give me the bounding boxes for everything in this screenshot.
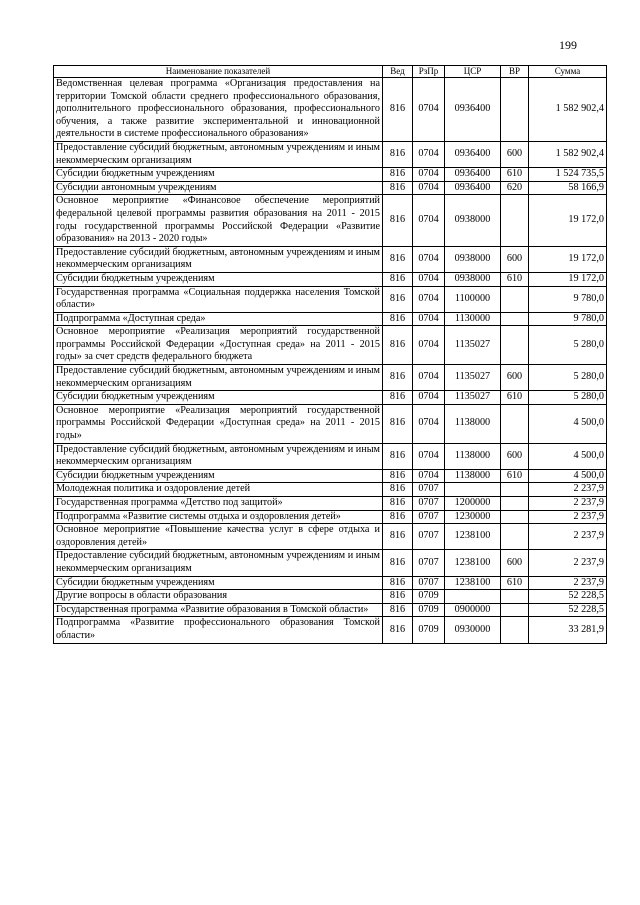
cell-rzpr: 0704 <box>413 272 445 286</box>
cell-csr: 1135027 <box>445 391 501 405</box>
page-number: 199 <box>559 38 577 52</box>
cell-sum: 2 237,9 <box>529 524 607 550</box>
cell-ved: 816 <box>383 443 413 469</box>
cell-name: Предоставление субсидий бюджетным, автономным учреждениям и иным некоммерческим организациям <box>54 550 383 576</box>
cell-vr <box>501 497 529 511</box>
cell-name: Основное мероприятие «Финансовое обеспечение мероприятий федеральной целевой программы развития образования на 2011 - 2015 годы государственной программы Российской Федерации «Развитие образования» на 2013 - 2020 годы» <box>54 195 383 246</box>
cell-csr <box>445 483 501 497</box>
cell-ved: 816 <box>383 617 413 643</box>
cell-ved: 816 <box>383 78 413 142</box>
budget-table <box>53 65 607 644</box>
table-row <box>54 576 607 590</box>
cell-csr: 1230000 <box>445 510 501 524</box>
cell-csr: 0936400 <box>445 78 501 142</box>
cell-ved: 816 <box>383 195 413 246</box>
cell-name: Субсидии бюджетным учреждениям <box>54 272 383 286</box>
cell-name: Предоставление субсидий бюджетным, автономным учреждениям и иным некоммерческим организациям <box>54 246 383 272</box>
cell-csr: 1238100 <box>445 576 501 590</box>
cell-ved: 816 <box>383 404 413 443</box>
cell-sum: 9 780,0 <box>529 312 607 326</box>
cell-sum: 9 780,0 <box>529 286 607 312</box>
cell-vr <box>501 524 529 550</box>
cell-ved: 816 <box>383 272 413 286</box>
cell-csr: 1138000 <box>445 404 501 443</box>
cell-vr <box>501 617 529 643</box>
cell-rzpr: 0704 <box>413 181 445 195</box>
cell-ved: 816 <box>383 286 413 312</box>
header-rzpr: РзПр <box>413 66 445 78</box>
cell-sum: 33 281,9 <box>529 617 607 643</box>
cell-csr: 1138000 <box>445 469 501 483</box>
cell-rzpr: 0709 <box>413 590 445 604</box>
cell-csr: 0938000 <box>445 272 501 286</box>
table-row <box>54 365 607 391</box>
cell-name: Субсидии бюджетным учреждениям <box>54 576 383 590</box>
cell-vr: 620 <box>501 181 529 195</box>
cell-rzpr: 0704 <box>413 404 445 443</box>
cell-csr: 1238100 <box>445 550 501 576</box>
cell-ved: 816 <box>383 391 413 405</box>
cell-name: Государственная программа «Развитие образования в Томской области» <box>54 603 383 617</box>
cell-rzpr: 0704 <box>413 443 445 469</box>
cell-csr: 0900000 <box>445 603 501 617</box>
header-name: Наименование показателей <box>54 66 383 78</box>
cell-sum: 19 172,0 <box>529 195 607 246</box>
cell-vr <box>501 404 529 443</box>
cell-rzpr: 0704 <box>413 286 445 312</box>
cell-rzpr: 0704 <box>413 312 445 326</box>
cell-vr <box>501 286 529 312</box>
cell-sum: 1 582 902,4 <box>529 78 607 142</box>
cell-sum: 4 500,0 <box>529 443 607 469</box>
cell-name: Основное мероприятие «Реализация мероприятий государственной программы Российской Федерации «Доступная среда» на 2011 - 2015 годы» <box>54 404 383 443</box>
cell-vr: 610 <box>501 272 529 286</box>
cell-sum: 52 228,5 <box>529 603 607 617</box>
cell-ved: 816 <box>383 524 413 550</box>
cell-sum: 2 237,9 <box>529 510 607 524</box>
header-csr: ЦСР <box>445 66 501 78</box>
cell-vr: 600 <box>501 365 529 391</box>
cell-name: Предоставление субсидий бюджетным, автономным учреждениям и иным некоммерческим организациям <box>54 141 383 167</box>
cell-csr: 1238100 <box>445 524 501 550</box>
cell-sum: 4 500,0 <box>529 404 607 443</box>
table-row <box>54 469 607 483</box>
table-row <box>54 78 607 142</box>
cell-vr <box>501 590 529 604</box>
cell-name: Предоставление субсидий бюджетным, автономным учреждениям и иным некоммерческим организациям <box>54 443 383 469</box>
cell-name: Подпрограмма «Доступная среда» <box>54 312 383 326</box>
cell-sum: 52 228,5 <box>529 590 607 604</box>
cell-name: Подпрограмма «Развитие профессионального образования Томской области» <box>54 617 383 643</box>
cell-ved: 816 <box>383 181 413 195</box>
table-row <box>54 141 607 167</box>
cell-name: Подпрограмма «Развитие системы отдыха и оздоровления детей» <box>54 510 383 524</box>
table-row <box>54 312 607 326</box>
cell-rzpr: 0707 <box>413 510 445 524</box>
cell-ved: 816 <box>383 246 413 272</box>
cell-rzpr: 0704 <box>413 391 445 405</box>
table-header-row <box>54 66 607 78</box>
cell-ved: 816 <box>383 497 413 511</box>
cell-ved: 816 <box>383 510 413 524</box>
cell-ved: 816 <box>383 603 413 617</box>
table-row <box>54 181 607 195</box>
header-vr: ВР <box>501 66 529 78</box>
cell-rzpr: 0704 <box>413 168 445 182</box>
table-row <box>54 497 607 511</box>
cell-rzpr: 0704 <box>413 469 445 483</box>
cell-sum: 58 166,9 <box>529 181 607 195</box>
cell-sum: 4 500,0 <box>529 469 607 483</box>
cell-ved: 816 <box>383 550 413 576</box>
table-row <box>54 590 607 604</box>
cell-sum: 2 237,9 <box>529 497 607 511</box>
table-row <box>54 603 607 617</box>
cell-name: Основное мероприятие «Реализация мероприятий государственной программы Российской Федерации «Доступная среда» на 2011 - 2015 годы» за счет средств федерального бюджета <box>54 326 383 365</box>
cell-ved: 816 <box>383 312 413 326</box>
cell-sum: 19 172,0 <box>529 272 607 286</box>
cell-sum: 5 280,0 <box>529 391 607 405</box>
cell-name: Субсидии бюджетным учреждениям <box>54 168 383 182</box>
cell-csr: 0936400 <box>445 168 501 182</box>
cell-csr: 0936400 <box>445 181 501 195</box>
cell-csr: 0936400 <box>445 141 501 167</box>
cell-sum: 1 582 902,4 <box>529 141 607 167</box>
cell-vr <box>501 326 529 365</box>
cell-rzpr: 0704 <box>413 141 445 167</box>
cell-sum: 5 280,0 <box>529 326 607 365</box>
cell-rzpr: 0704 <box>413 78 445 142</box>
table-row <box>54 550 607 576</box>
table-row <box>54 195 607 246</box>
cell-vr <box>501 312 529 326</box>
cell-ved: 816 <box>383 141 413 167</box>
cell-vr <box>501 603 529 617</box>
cell-rzpr: 0707 <box>413 550 445 576</box>
table-row <box>54 168 607 182</box>
cell-sum: 5 280,0 <box>529 365 607 391</box>
cell-vr: 600 <box>501 443 529 469</box>
cell-rzpr: 0707 <box>413 483 445 497</box>
cell-vr <box>501 78 529 142</box>
cell-ved: 816 <box>383 365 413 391</box>
cell-csr: 0938000 <box>445 246 501 272</box>
table-row <box>54 404 607 443</box>
cell-csr: 1100000 <box>445 286 501 312</box>
cell-name: Другие вопросы в области образования <box>54 590 383 604</box>
cell-sum: 1 524 735,5 <box>529 168 607 182</box>
table-row <box>54 326 607 365</box>
cell-csr: 1135027 <box>445 365 501 391</box>
cell-name: Основное мероприятие «Повышение качества услуг в сфере отдыха и оздоровления детей» <box>54 524 383 550</box>
table-row <box>54 391 607 405</box>
cell-name: Предоставление субсидий бюджетным, автономным учреждениям и иным некоммерческим организациям <box>54 365 383 391</box>
cell-vr: 600 <box>501 141 529 167</box>
cell-vr <box>501 510 529 524</box>
cell-vr: 610 <box>501 576 529 590</box>
cell-vr <box>501 483 529 497</box>
cell-vr: 610 <box>501 391 529 405</box>
cell-name: Государственная программа «Детство под защитой» <box>54 497 383 511</box>
cell-csr: 1200000 <box>445 497 501 511</box>
cell-rzpr: 0704 <box>413 195 445 246</box>
cell-sum: 2 237,9 <box>529 550 607 576</box>
cell-csr: 1138000 <box>445 443 501 469</box>
cell-csr <box>445 590 501 604</box>
header-sum: Сумма <box>529 66 607 78</box>
cell-name: Молодежная политика и оздоровление детей <box>54 483 383 497</box>
table-row <box>54 272 607 286</box>
table-row <box>54 246 607 272</box>
cell-csr: 0930000 <box>445 617 501 643</box>
cell-rzpr: 0704 <box>413 365 445 391</box>
table-row <box>54 443 607 469</box>
table-body <box>54 78 607 644</box>
cell-ved: 816 <box>383 483 413 497</box>
table-row <box>54 483 607 497</box>
cell-sum: 2 237,9 <box>529 576 607 590</box>
cell-rzpr: 0709 <box>413 603 445 617</box>
cell-vr <box>501 195 529 246</box>
table-row <box>54 286 607 312</box>
cell-name: Субсидии бюджетным учреждениям <box>54 391 383 405</box>
cell-ved: 816 <box>383 576 413 590</box>
cell-rzpr: 0707 <box>413 524 445 550</box>
table-row <box>54 510 607 524</box>
cell-csr: 0938000 <box>445 195 501 246</box>
cell-ved: 816 <box>383 168 413 182</box>
cell-name: Субсидии автономным учреждениям <box>54 181 383 195</box>
cell-rzpr: 0709 <box>413 617 445 643</box>
cell-csr: 1130000 <box>445 312 501 326</box>
cell-rzpr: 0704 <box>413 326 445 365</box>
cell-sum: 19 172,0 <box>529 246 607 272</box>
cell-rzpr: 0704 <box>413 246 445 272</box>
cell-csr: 1135027 <box>445 326 501 365</box>
cell-ved: 816 <box>383 590 413 604</box>
cell-name: Субсидии бюджетным учреждениям <box>54 469 383 483</box>
cell-rzpr: 0707 <box>413 576 445 590</box>
cell-name: Ведомственная целевая программа «Организация предоставления на территории Томской области среднего профессионального образования, дополнительного профессионального образования, профессионального обучения, а также развитие экспериментальной и инновационной деятельности в системе профессионального образования» <box>54 78 383 142</box>
cell-vr: 600 <box>501 550 529 576</box>
cell-sum: 2 237,9 <box>529 483 607 497</box>
cell-vr: 610 <box>501 168 529 182</box>
cell-rzpr: 0707 <box>413 497 445 511</box>
cell-ved: 816 <box>383 469 413 483</box>
cell-name: Государственная программа «Социальная поддержка населения Томской области» <box>54 286 383 312</box>
cell-vr: 610 <box>501 469 529 483</box>
table-row <box>54 617 607 643</box>
table-row <box>54 524 607 550</box>
cell-ved: 816 <box>383 326 413 365</box>
header-ved: Вед <box>383 66 413 78</box>
cell-vr: 600 <box>501 246 529 272</box>
